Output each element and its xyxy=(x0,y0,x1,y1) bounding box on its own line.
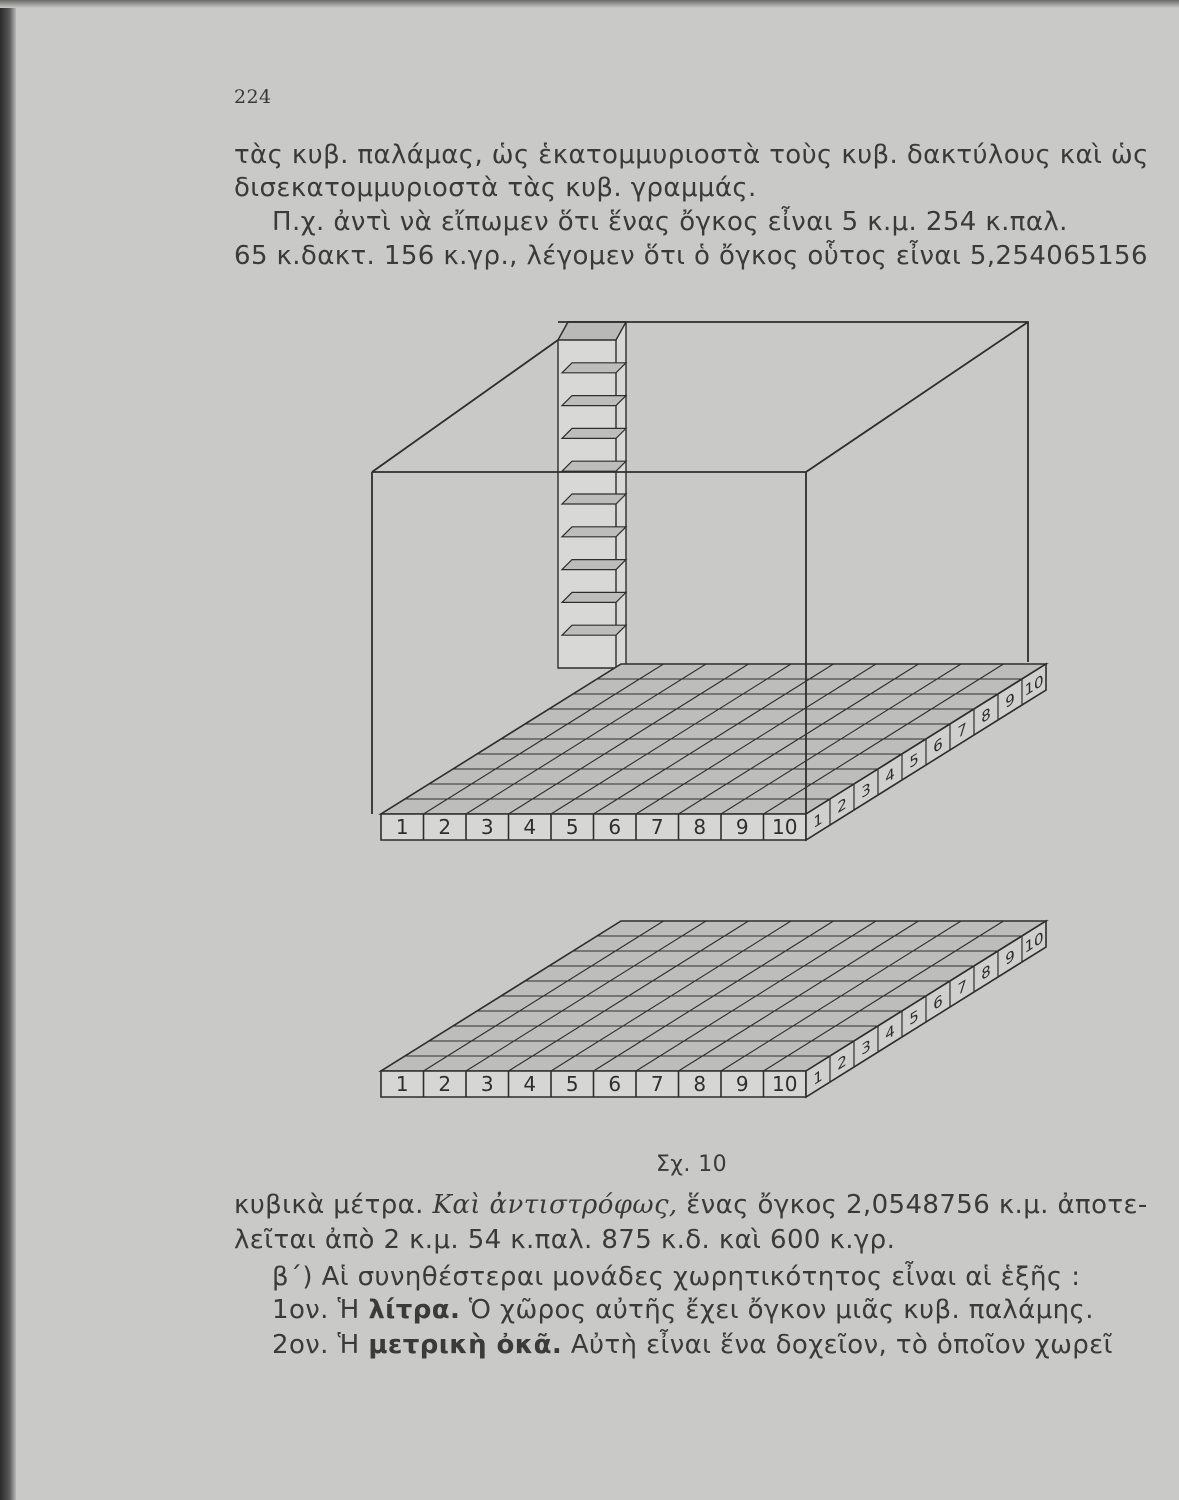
front-label: 6 xyxy=(608,1072,622,1096)
column-shelf xyxy=(562,592,626,602)
figure-caption: Σχ. 10 xyxy=(656,1152,727,1177)
list-item-1-term: λίτρα. xyxy=(368,1295,461,1325)
front-label: 3 xyxy=(480,815,494,839)
front-label: 10 xyxy=(772,1072,798,1096)
front-label: 5 xyxy=(565,815,579,839)
column-shelf xyxy=(562,428,626,438)
front-label: 7 xyxy=(650,1072,664,1096)
side-label: 3 xyxy=(861,778,871,803)
cube-edge xyxy=(372,340,558,472)
cube-edge xyxy=(558,322,1028,662)
front-label: 4 xyxy=(523,815,537,839)
front-label: 2 xyxy=(438,1072,452,1096)
front-label: 5 xyxy=(565,1072,579,1096)
column-shelf xyxy=(562,396,626,406)
front-label: 10 xyxy=(772,815,798,839)
side-label: 1 xyxy=(813,808,823,833)
front-label: 8 xyxy=(693,815,707,839)
side-label: 4 xyxy=(885,763,895,788)
side-label: 10 xyxy=(1024,670,1044,701)
front-label: 7 xyxy=(650,815,664,839)
paragraph-2-line-1: Π.χ. ἀντὶ νὰ εἴπωμεν ὅτι ἕνας ὄγκος εἶναι 5 κ.μ. 254 κ.παλ. xyxy=(272,207,1068,237)
column-shelf xyxy=(562,560,626,570)
front-label: 9 xyxy=(735,815,749,839)
page-number: 224 xyxy=(234,86,272,108)
paragraph-3-line-2: λεῖται ἀπὸ 2 κ.μ. 54 κ.παλ. 875 κ.δ. καὶ 600 κ.γρ. xyxy=(234,1225,896,1255)
list-item-1 xyxy=(272,1295,1094,1325)
paragraph-3-start: κυβικὰ μέτρα. xyxy=(234,1190,424,1220)
side-label: 8 xyxy=(981,960,991,985)
column-shelf xyxy=(562,527,626,537)
front-label: 4 xyxy=(523,1072,537,1096)
side-label: 6 xyxy=(933,733,943,758)
list-item-2-number: 2ον. xyxy=(272,1330,329,1360)
paragraph-2-line-2: 65 κ.δακτ. 156 κ.γρ., λέγομεν ὅτι ὁ ὄγκος οὗτος εἶναι 5,254065156 xyxy=(234,241,1148,271)
list-item-2-article: Ἡ xyxy=(337,1330,360,1360)
list-item-2-term: μετρικὴ ὀκᾶ. xyxy=(368,1330,563,1360)
side-label: 8 xyxy=(981,703,991,728)
side-label: 2 xyxy=(837,793,847,818)
front-label: 3 xyxy=(480,1072,494,1096)
list-item-1-number: 1ον. xyxy=(272,1295,329,1325)
front-label: 9 xyxy=(735,1072,749,1096)
side-label: 6 xyxy=(933,990,943,1015)
side-label: 1 xyxy=(813,1065,823,1090)
side-label: 7 xyxy=(957,718,967,743)
front-label: 1 xyxy=(395,1072,409,1096)
slab-diagram xyxy=(381,921,1046,1097)
side-label: 10 xyxy=(1024,927,1044,958)
front-label: 6 xyxy=(608,815,622,839)
side-label: 9 xyxy=(1005,688,1015,713)
paragraph-1-line-2: δισεκατομμυριοστὰ τὰς κυβ. γραμμάς. xyxy=(234,173,757,203)
side-label: 2 xyxy=(837,1050,847,1075)
column-shelf xyxy=(562,461,626,471)
cube-edge xyxy=(806,322,1028,472)
side-label: 4 xyxy=(885,1020,895,1045)
cube-diagram xyxy=(372,322,1046,840)
side-label: 5 xyxy=(909,748,919,773)
list-item-2-text: Αὐτὴ εἶναι ἕνα δοχεῖον, τὸ ὁποῖον χωρεῖ xyxy=(570,1330,1113,1360)
front-label: 1 xyxy=(395,815,409,839)
side-label: 5 xyxy=(909,1005,919,1030)
list-item-1-text: Ὁ χῶρος αὐτῆς ἔχει ὄγκον μιᾶς κυβ. παλάμης. xyxy=(468,1295,1094,1325)
side-label: 3 xyxy=(861,1035,871,1060)
paragraph-3-end: ἕνας ὄγκος 2,0548756 κ.μ. ἀποτε- xyxy=(686,1190,1148,1220)
front-label: 8 xyxy=(693,1072,707,1096)
paragraph-3-line-1 xyxy=(234,1190,1148,1220)
paragraph-1-line-1: τὰς κυβ. παλάμας, ὡς ἑκατομμυριοστὰ τοὺς κυβ. δακτύλους καὶ ὡς xyxy=(234,140,1149,170)
column-shelf xyxy=(562,625,626,635)
paragraph-3-italic: Καὶ ἀντιστρόφως, xyxy=(432,1190,678,1220)
list-item-2 xyxy=(272,1330,1113,1360)
column-top-cap xyxy=(558,322,626,340)
side-label: 7 xyxy=(957,975,967,1000)
column-shelf xyxy=(562,363,626,373)
side-label: 9 xyxy=(1005,945,1015,970)
front-label: 2 xyxy=(438,815,452,839)
list-item-1-article: Ἡ xyxy=(337,1295,360,1325)
paragraph-4: β΄) Αἱ συνηθέστεραι μονάδες χωρητικότητος εἶναι αἱ ἑξῆς : xyxy=(272,1262,1081,1292)
column-shelf xyxy=(562,494,626,504)
